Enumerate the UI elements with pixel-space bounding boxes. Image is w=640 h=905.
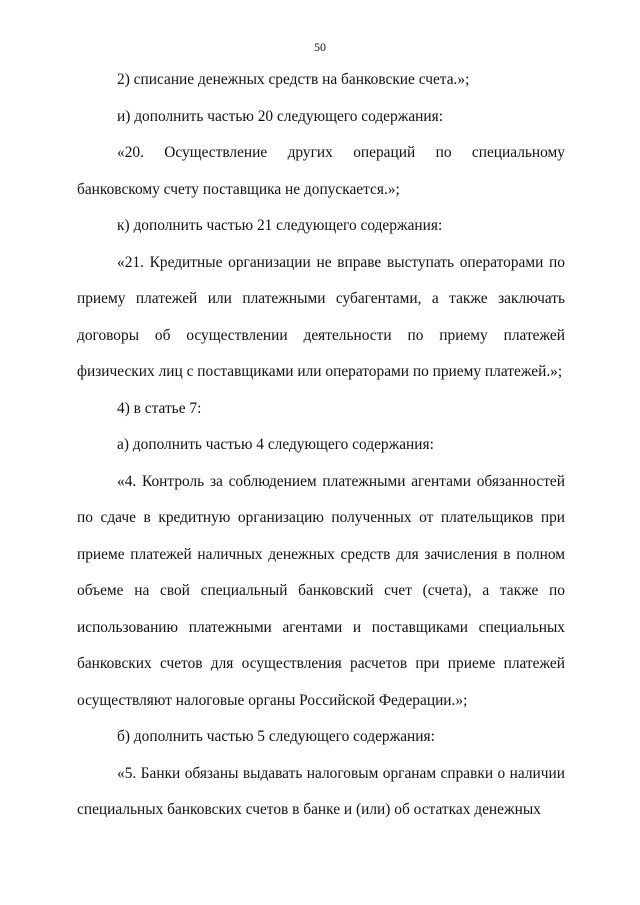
- paragraph-8: «4. Контроль за соблюдением платежными агентами обязанностей по сдаче в кредитную организацию полученных от плательщиков при приеме платежей наличных денежных средств для зачисления в полном объеме на свой специальный банковский счет (счета), а также по использованию платежными агентами и поставщиками специальных банковских счетов для осуществления расчетов при приеме платежей осуществляют налоговые органы Российской Федерации.»;: [77, 472, 565, 709]
- paragraph-2: и) дополнить частью 20 следующего содержания:: [117, 107, 443, 125]
- paragraph-1: 2) списание денежных средств на банковские счета.»;: [117, 71, 470, 88]
- paragraph-4: к) дополнить частью 21 следующего содержания:: [117, 217, 443, 234]
- paragraph-9: б) дополнить частью 5 следующего содержания:: [117, 728, 435, 745]
- page-number: 50: [314, 40, 326, 54]
- paragraph-3: «20. Осуществление других операций по специальному банковскому счету поставщика не допускается.»;: [77, 144, 565, 198]
- paragraph-6: 4) в статье 7:: [117, 399, 202, 417]
- paragraph-10: «5. Банки обязаны выдавать налоговым органам справки о наличии специальных банковских счетов в банке и (или) об остатках денежных: [77, 764, 565, 818]
- paragraph-7: а) дополнить частью 4 следующего содержания:: [117, 436, 434, 453]
- paragraph-5: «21. Кредитные организации не вправе выступать операторами по приему платежей или платежными субагентами, а также заключать договоры об осуществлении деятельности по приему платежей физических лиц с поставщиками или операторами по приему платежей.»;: [77, 253, 565, 380]
- document-body: [77, 62, 565, 829]
